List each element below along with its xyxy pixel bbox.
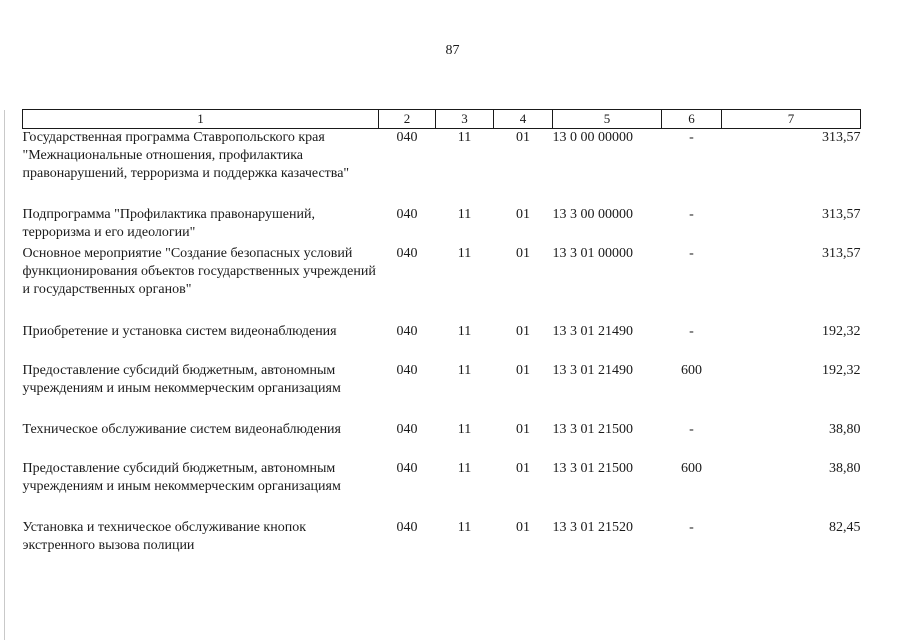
margin-line — [4, 110, 5, 640]
header-col-3: 3 — [436, 110, 494, 129]
row-col-3: 11 — [457, 460, 472, 476]
row-col-7: 192,32 — [822, 323, 861, 339]
row-col-2: 040 — [396, 206, 418, 222]
row-col-4: 01 — [516, 519, 530, 535]
row-col-7: 82,45 — [829, 519, 861, 535]
table-row — [23, 519, 861, 559]
row-col-5: 13 3 01 21500 — [552, 460, 633, 476]
row-col-2: 040 — [396, 421, 418, 437]
row-col-6: - — [689, 421, 694, 437]
row-col-3: 11 — [457, 362, 472, 378]
row-col-6: - — [689, 245, 694, 261]
row-col-6: - — [689, 130, 694, 145]
table-row — [23, 362, 861, 421]
row-col-2: 040 — [396, 460, 418, 476]
row-col-7: 313,57 — [822, 130, 861, 145]
row-name: Техническое обслуживание систем видеонаблюдения — [22, 421, 341, 437]
table-row — [23, 421, 861, 460]
row-col-6: - — [689, 519, 694, 535]
table-row — [23, 323, 861, 362]
row-col-3: 11 — [457, 323, 472, 339]
row-name: Основное мероприятие "Создание безопасных условий функционирования объектов государственных учреждений и государственных органов" — [22, 245, 376, 297]
row-col-5: 13 3 01 21520 — [552, 519, 633, 535]
row-col-3: 11 — [457, 421, 472, 437]
row-col-7: 38,80 — [829, 421, 861, 437]
row-col-2: 040 — [396, 130, 418, 145]
table-row — [23, 129, 861, 206]
row-col-2: 040 — [396, 362, 418, 378]
row-name: Приобретение и установка систем видеонаблюдения — [22, 323, 337, 339]
row-col-6: - — [689, 323, 694, 339]
row-col-4: 01 — [516, 323, 530, 339]
row-col-3: 11 — [457, 519, 472, 535]
row-col-5: 13 3 01 21500 — [552, 421, 633, 437]
row-col-7: 192,32 — [822, 362, 861, 378]
row-name: Государственная программа Ставропольского края "Межнациональные отношения, профилактика правонарушений, терроризма и поддержка казачества" — [22, 130, 350, 181]
row-col-3: 11 — [457, 130, 472, 145]
table-row — [23, 460, 861, 519]
row-name: Предоставление субсидий бюджетным, автономным учреждениям и иным некоммерческим организациям — [22, 460, 341, 494]
budget-table — [22, 109, 861, 559]
row-col-5: 13 3 00 00000 — [552, 206, 633, 222]
row-col-5: 13 3 01 21490 — [552, 362, 633, 378]
header-col-1: 1 — [23, 110, 379, 129]
table-row — [23, 245, 861, 323]
header-col-7: 7 — [722, 110, 861, 129]
row-col-7: 38,80 — [829, 460, 861, 476]
row-col-4: 01 — [516, 362, 530, 378]
row-col-3: 11 — [457, 206, 472, 222]
header-row — [23, 110, 861, 129]
row-name: Предоставление субсидий бюджетным, автономным учреждениям и иным некоммерческим организациям — [22, 362, 341, 396]
row-col-7: 313,57 — [822, 245, 861, 261]
page-number: 87 — [445, 43, 460, 58]
row-name: Подпрограмма "Профилактика правонарушений, терроризма и его идеологии" — [22, 206, 315, 240]
row-col-6: 600 — [681, 362, 702, 378]
row-col-4: 01 — [516, 130, 530, 145]
row-col-4: 01 — [516, 460, 530, 476]
table-row — [23, 206, 861, 245]
row-col-4: 01 — [516, 206, 530, 222]
header-col-5: 5 — [553, 110, 662, 129]
row-col-2: 040 — [396, 323, 418, 339]
row-col-5: 13 3 01 21490 — [552, 323, 633, 339]
row-col-5: 13 3 01 00000 — [552, 245, 633, 261]
header-col-2: 2 — [379, 110, 436, 129]
header-col-6: 6 — [662, 110, 722, 129]
row-col-2: 040 — [396, 519, 418, 535]
row-col-2: 040 — [396, 245, 418, 261]
row-col-5: 13 0 00 00000 — [552, 130, 633, 145]
header-col-4: 4 — [494, 110, 553, 129]
row-name: Установка и техническое обслуживание кнопок экстренного вызова полиции — [22, 519, 306, 553]
row-col-6: - — [689, 206, 694, 222]
row-col-7: 313,57 — [822, 206, 861, 222]
row-col-6: 600 — [681, 460, 702, 476]
row-col-4: 01 — [516, 421, 530, 437]
row-col-4: 01 — [516, 245, 530, 261]
row-col-3: 11 — [457, 245, 472, 261]
